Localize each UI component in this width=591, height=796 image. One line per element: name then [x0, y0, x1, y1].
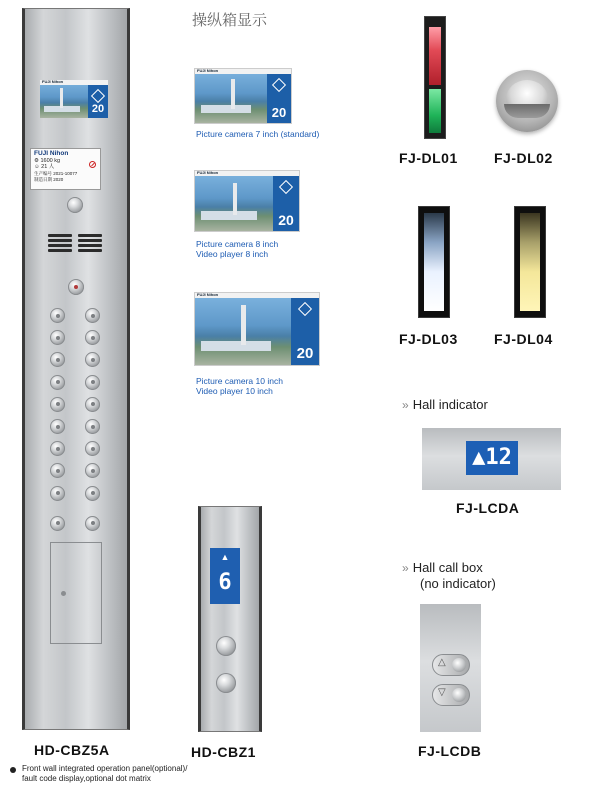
direction-light-dl03 [418, 206, 450, 318]
model-dl01: FJ-DL01 [399, 150, 458, 166]
model-cbz5a: HD-CBZ5A [34, 742, 110, 758]
floor-button[interactable] [50, 397, 65, 412]
hall-call-up-button[interactable] [432, 654, 470, 676]
footnote: Front wall integrated operation panel(optional)/ fault code display,optional dot matrix [22, 764, 188, 783]
panel-lcd-screen [40, 80, 108, 118]
floor-button[interactable] [85, 419, 100, 434]
floor-button[interactable] [85, 375, 100, 390]
screen-10-inch: FUJI Nihon 20 [194, 292, 320, 366]
direction-diamond-icon [279, 180, 293, 194]
label-capacity: ⚙ 1600 kg [34, 157, 61, 164]
floor-button[interactable] [50, 308, 65, 323]
direction-light-dl04 [514, 206, 546, 318]
direction-diamond-icon [91, 89, 105, 103]
hall-indicator-display: ▲12 [466, 441, 518, 475]
floor-button[interactable] [85, 397, 100, 412]
direction-diamond-icon [298, 302, 312, 316]
operation-panel-cbz1 [198, 506, 262, 732]
hall-indicator-heading: » Hall indicator [402, 397, 488, 412]
no-smoking-icon [89, 161, 96, 168]
floor-button[interactable] [50, 486, 65, 501]
model-dl04: FJ-DL04 [494, 331, 553, 347]
floor-button[interactable] [50, 516, 65, 531]
cbz1-button-1[interactable] [216, 636, 236, 656]
caption-10-inch: Picture camera 10 inch Video player 10 inch [196, 376, 283, 396]
hall-call-heading: » Hall call box (no indicator) [402, 560, 496, 591]
screen-brand: FUJI Nihon [42, 80, 64, 84]
double-chevron-icon: » [402, 398, 409, 412]
label-brand: FUJI Nihon [34, 150, 69, 157]
floor-button[interactable] [50, 419, 65, 434]
double-chevron-icon: » [402, 561, 409, 575]
hall-call-box [420, 604, 481, 732]
screen-7-inch: FUJI Nihon 20 [194, 68, 292, 124]
cbz1-button-2[interactable] [216, 673, 236, 693]
capacity-label-card [30, 148, 101, 190]
direction-light-dl02 [496, 70, 558, 132]
up-arrow-icon: ▲ [220, 552, 230, 562]
screen-floor-number: 20 [296, 345, 314, 362]
direction-diamond-icon [272, 78, 286, 92]
model-lcdb: FJ-LCDB [418, 743, 482, 759]
cbz1-floor-number: 6 [218, 570, 232, 595]
speaker-grille [48, 234, 104, 252]
screen-floor-number: 20 [278, 212, 294, 228]
cabinet-lock-icon [61, 591, 66, 596]
model-cbz1: HD-CBZ1 [191, 744, 256, 760]
footnote-bullet-icon [10, 767, 16, 773]
label-date: 制造日期 2020 [34, 177, 64, 182]
model-dl02: FJ-DL02 [494, 150, 553, 166]
hall-call-down-button[interactable] [432, 684, 470, 706]
down-arrow-icon: ▽ [438, 687, 446, 698]
floor-button[interactable] [85, 486, 100, 501]
cbz1-floor-display [210, 548, 240, 604]
screen-floor-number: 20 [91, 103, 105, 115]
hall-indicator-panel [422, 428, 561, 490]
up-arrow-icon: △ [438, 657, 446, 668]
caption-8-inch: Picture camera 8 inch Video player 8 inch [196, 239, 279, 259]
caption-7-inch: Picture camera 7 inch (standard) [196, 129, 320, 139]
screen-8-inch: FUJI Nihon 20 [194, 170, 300, 232]
floor-button[interactable] [85, 516, 100, 531]
service-cabinet-door[interactable] [50, 542, 102, 644]
screen-floor-number: 20 [271, 105, 287, 120]
direction-light-dl01 [424, 16, 446, 139]
floor-button[interactable] [50, 375, 65, 390]
label-persons: ☺ 21 人 [34, 164, 55, 170]
no-smoking-button[interactable] [68, 279, 84, 295]
model-dl03: FJ-DL03 [399, 331, 458, 347]
camera-lens [67, 197, 83, 213]
section-heading: 操纵箱显示 [192, 11, 268, 29]
model-lcda: FJ-LCDA [456, 500, 520, 516]
label-serial: 生产编号 2021-10077 [34, 170, 78, 176]
floor-button[interactable] [85, 308, 100, 323]
